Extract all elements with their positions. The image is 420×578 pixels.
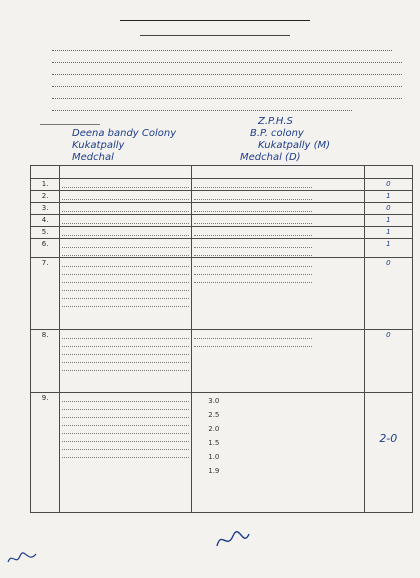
row9-score: 2-0 bbox=[379, 432, 398, 445]
subtitle-line bbox=[140, 26, 290, 36]
question-cell bbox=[60, 239, 192, 258]
answer-cell bbox=[192, 330, 364, 393]
answer-cell bbox=[192, 393, 364, 513]
row-number: 7. bbox=[31, 258, 60, 330]
mandal-name: Medchal bbox=[72, 152, 114, 163]
signature-right bbox=[213, 528, 253, 552]
question-cell bbox=[60, 227, 192, 239]
row-number: 9. bbox=[31, 393, 60, 513]
table-row bbox=[31, 258, 413, 330]
para-line bbox=[52, 80, 402, 87]
table-row bbox=[31, 227, 413, 239]
para-line bbox=[52, 56, 402, 63]
row-number: 1. bbox=[31, 179, 60, 191]
score-cell: 1 bbox=[364, 239, 412, 258]
answer-cell bbox=[192, 179, 364, 191]
para-line bbox=[52, 92, 402, 99]
score-cell: 0 bbox=[364, 179, 412, 191]
answer-cell bbox=[192, 191, 364, 203]
row-number: 4. bbox=[31, 215, 60, 227]
question-cell bbox=[60, 179, 192, 191]
school-code: Z.P.H.S bbox=[258, 116, 293, 127]
village-name: Deena bandy Colony bbox=[72, 128, 177, 139]
table-row bbox=[31, 330, 413, 393]
question-cell bbox=[60, 393, 192, 513]
survey-table bbox=[30, 165, 413, 513]
row-number: 3. bbox=[31, 203, 60, 215]
table-row bbox=[31, 179, 413, 191]
question-cell bbox=[60, 191, 192, 203]
row-number: 8. bbox=[31, 330, 60, 393]
scale-value: 2.0 bbox=[208, 425, 220, 433]
header-answer bbox=[192, 166, 364, 179]
scale-value: 2.5 bbox=[208, 411, 220, 419]
question-cell bbox=[60, 330, 192, 393]
score-cell: 0 bbox=[364, 330, 412, 393]
field-line bbox=[40, 116, 100, 125]
header-num bbox=[31, 166, 60, 179]
table-row bbox=[31, 393, 413, 513]
school-name: B.P. colony bbox=[250, 128, 304, 139]
table-row bbox=[31, 203, 413, 215]
score-cell: 1 bbox=[364, 227, 412, 239]
row-number: 5. bbox=[31, 227, 60, 239]
question-cell bbox=[60, 215, 192, 227]
header-question bbox=[60, 166, 192, 179]
answer-cell bbox=[192, 203, 364, 215]
scale-value: 1.0 bbox=[208, 453, 220, 461]
answer-cell bbox=[192, 239, 364, 258]
table-row bbox=[31, 191, 413, 203]
school-mandal: Kukatpally (M) bbox=[258, 140, 331, 151]
answer-cell bbox=[192, 215, 364, 227]
answer-cell bbox=[192, 227, 364, 239]
score-cell bbox=[364, 393, 412, 513]
signature-left bbox=[6, 548, 38, 568]
para-line bbox=[52, 44, 392, 51]
scale-list bbox=[208, 394, 361, 478]
question-cell bbox=[60, 258, 192, 330]
row-number: 2. bbox=[31, 191, 60, 203]
score-cell: 0 bbox=[364, 258, 412, 330]
table-row bbox=[31, 215, 413, 227]
para-line bbox=[52, 104, 352, 111]
scale-value: 1.9 bbox=[208, 467, 220, 475]
para-line bbox=[52, 68, 402, 75]
scale-value: 3.0 bbox=[208, 397, 220, 405]
title-line bbox=[120, 6, 310, 21]
score-cell: 1 bbox=[364, 215, 412, 227]
score-cell: 0 bbox=[364, 203, 412, 215]
row-number: 6. bbox=[31, 239, 60, 258]
school-district: Medchal (D) bbox=[240, 152, 301, 163]
table-row bbox=[31, 239, 413, 258]
question-cell bbox=[60, 203, 192, 215]
answer-cell bbox=[192, 258, 364, 330]
header-score bbox=[364, 166, 412, 179]
scale-value: 1.5 bbox=[208, 439, 220, 447]
village-name-2: Kukatpally bbox=[72, 140, 125, 151]
score-cell: 1 bbox=[364, 191, 412, 203]
